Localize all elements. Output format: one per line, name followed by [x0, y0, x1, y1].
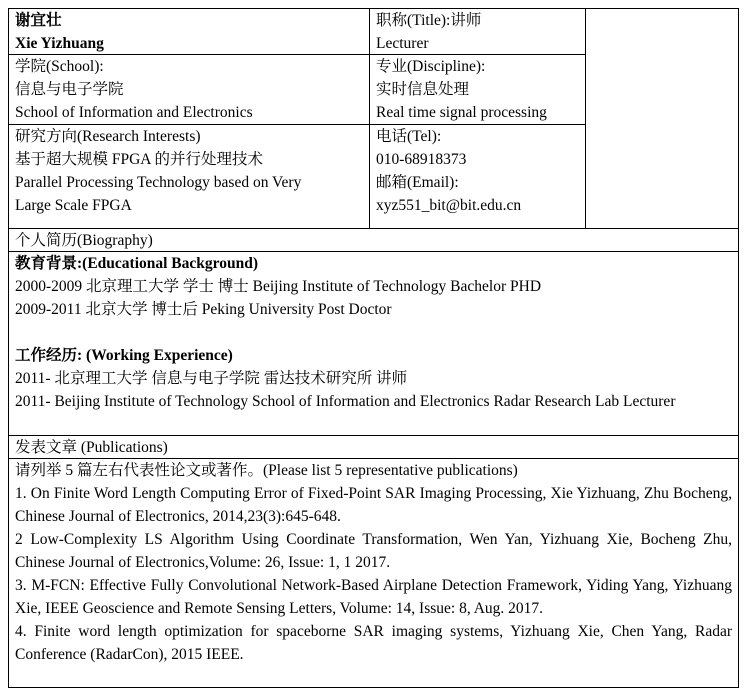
title-cell: [369, 8, 586, 55]
education-entry: 2009-2011 北京大学 博士后 Peking University Post Doctor: [15, 301, 392, 318]
research-english-line2: Large Scale FPGA: [15, 197, 132, 214]
publications-body-cell: [8, 458, 739, 688]
name-chinese: 谢宜壮: [15, 12, 62, 29]
publications-header: 发表文章 (Publications): [15, 439, 168, 456]
publications-header-cell: [8, 435, 739, 459]
publication-item: 4. Finite word length optimization for spaceborne SAR imaging systems, Yizhuang Xie, Chen Yang, Radar Conference (RadarCon), 2015 IEEE.: [15, 623, 732, 663]
profile-form: [8, 8, 739, 674]
biography-header: 个人简历(Biography): [15, 232, 153, 249]
biography-body-cell: [8, 251, 739, 436]
discipline-chinese: 实时信息处理: [376, 81, 470, 98]
discipline-label: 专业(Discipline):: [376, 58, 486, 75]
name-english: Xie Yizhuang: [15, 35, 104, 52]
school-label: 学院(School):: [15, 58, 104, 75]
email-label: 邮箱(Email):: [376, 174, 459, 191]
biography-header-cell: [8, 228, 739, 252]
research-label: 研究方向(Research Interests): [15, 128, 201, 145]
school-english: School of Information and Electronics: [15, 104, 253, 121]
tel-label: 电话(Tel):: [376, 128, 442, 145]
title-label: 职称(Title):讲师: [376, 12, 482, 29]
work-entry: 2011- 北京理工大学 信息与电子学院 雷达技术研究所 讲师: [15, 370, 408, 387]
research-cell: [8, 124, 370, 229]
publication-item: 3. M-FCN: Effective Fully Convolutional Network-Based Airplane Detection Framework, Yiding Yang, Yizhuang Xie, IEEE Geoscience and Remote Sensing Letters, Volume: 14, Issue: 8, Aug. 2017.: [15, 577, 732, 617]
education-heading: 教育背景:(Educational Background): [15, 255, 259, 272]
school-chinese: 信息与电子学院: [15, 81, 124, 98]
blank-line: [15, 321, 732, 344]
education-entry: 2000-2009 北京理工大学 学士 博士 Beijing Institute of Technology Bachelor PHD: [15, 278, 542, 295]
research-english-line1: Parallel Processing Technology based on Very: [15, 174, 302, 191]
publication-item: 2 Low-Complexity LS Algorithm Using Coordinate Transformation, Wen Yan, Yizhuang Xie, Bocheng Zhu, Chinese Journal of Electronics,Volume: 26, Issue: 1, 1 2017.: [15, 531, 732, 571]
research-chinese: 基于超大规模 FPGA 的并行处理技术: [15, 151, 264, 168]
discipline-english: Real time signal processing: [376, 104, 547, 121]
work-entry: 2011- Beijing Institute of Technology School of Information and Electronics Radar Research Lab Lecturer: [15, 393, 676, 410]
discipline-cell: [369, 54, 586, 125]
school-cell: [8, 54, 370, 125]
publications-intro: 请列举 5 篇左右代表性论文或著作。(Please list 5 representative publications): [15, 462, 518, 479]
name-cell: [8, 8, 370, 55]
photo-cell: [585, 8, 739, 229]
email-value[interactable]: xyz551_bit@bit.edu.cn: [376, 197, 522, 214]
tel-value: 010-68918373: [376, 151, 467, 168]
work-heading: 工作经历: (Working Experience): [15, 347, 233, 364]
title-value: Lecturer: [376, 35, 429, 52]
publication-item: 1. On Finite Word Length Computing Error of Fixed-Point SAR Imaging Processing, Xie Yizhuang, Zhu Bocheng, Chinese Journal of Electronics, 2014,23(3):645-648.: [15, 485, 732, 525]
contact-cell: [369, 124, 586, 229]
